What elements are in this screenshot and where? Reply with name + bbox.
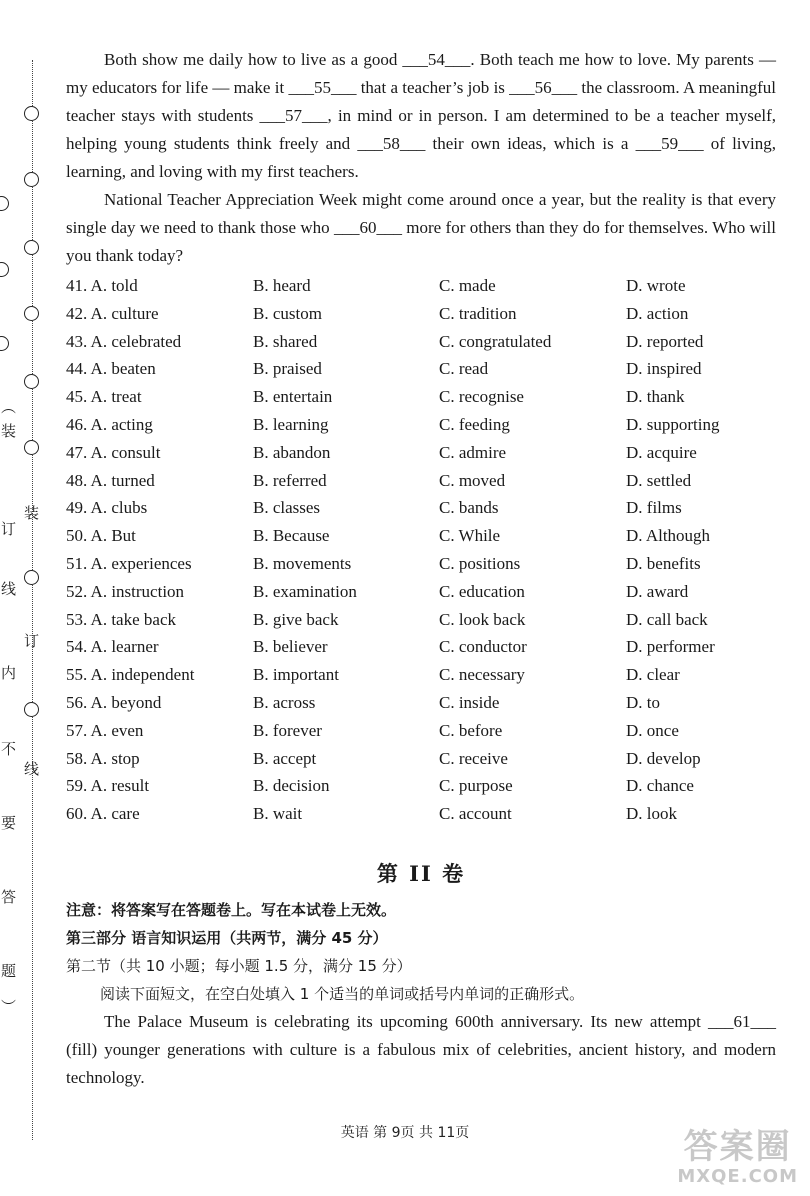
option-row <box>66 717 776 745</box>
margin-char: 不 <box>1 740 17 758</box>
option-c: C. positions <box>439 553 521 573</box>
option-row <box>66 745 776 773</box>
option-a: 53. A. take back <box>66 609 176 629</box>
margin-paren-open: ︵ <box>1 398 17 416</box>
option-d: D. call back <box>626 609 708 629</box>
margin-char: 内 <box>1 664 17 682</box>
option-row <box>66 328 776 356</box>
option-row <box>66 494 776 522</box>
option-row <box>66 439 776 467</box>
binding-hole-circle <box>24 172 39 187</box>
binding-hole-circle <box>24 106 39 121</box>
option-c: C. account <box>439 804 512 824</box>
instruction-text: 阅读下面短文，在空白处填入 1 个适当的单词或括号内单词的正确形式。 <box>100 984 585 1003</box>
option-b: B. movements <box>253 553 352 573</box>
option-c: C. made <box>439 276 496 295</box>
option-b: B. give back <box>253 609 339 629</box>
option-a: 48. A. turned <box>66 470 155 490</box>
option-b: B. heard <box>253 276 311 295</box>
margin-char: 订 <box>1 520 17 538</box>
option-b: B. learning <box>253 414 329 434</box>
option-c: C. read <box>439 359 489 379</box>
binding-margin <box>0 0 48 1196</box>
margin-paren-close: ︶ <box>1 998 17 1016</box>
section-title: 第 II 卷 <box>376 860 466 886</box>
margin-char: 线 <box>1 580 17 598</box>
option-b: B. wait <box>253 804 303 824</box>
margin-char: 答 <box>1 888 17 906</box>
option-d: D. develop <box>626 748 701 768</box>
option-c: C. recognise <box>439 387 524 407</box>
option-c: C. moved <box>439 470 506 490</box>
option-c: C. before <box>439 720 503 740</box>
option-d: D. Although <box>626 526 711 546</box>
option-d: D. thank <box>626 387 685 407</box>
binding-hole-circle <box>24 374 39 389</box>
option-c: C. congratulated <box>439 331 552 351</box>
option-a: 47. A. consult <box>66 442 161 462</box>
watermark-line1: 答案圈 <box>683 1127 792 1167</box>
option-b: B. believer <box>253 637 328 657</box>
margin-char: 订 <box>24 632 40 650</box>
option-a: 42. A. culture <box>66 303 159 323</box>
option-c: C. admire <box>439 442 507 462</box>
option-d: D. clear <box>626 665 680 685</box>
option-c: C. receive <box>439 748 508 768</box>
page-footer: 英语 第 9页 共 11页 <box>340 1125 470 1141</box>
watermark-line2: MXQE.COM <box>677 1166 798 1187</box>
binding-hole-circle <box>24 570 39 585</box>
option-d: D. award <box>626 581 689 601</box>
option-d: D. look <box>626 804 677 824</box>
binding-hole-circle <box>0 196 9 211</box>
option-a: 60. A. care <box>66 804 140 824</box>
margin-char: 线 <box>24 760 40 778</box>
option-b: B. examination <box>253 581 357 601</box>
option-b: B. entertain <box>253 387 333 407</box>
margin-char: 装 <box>1 422 17 440</box>
option-c: C. look back <box>439 609 526 629</box>
option-b: B. important <box>253 665 339 685</box>
note-text: 注意：将答案写在答题卷上。写在本试卷上无效。 <box>66 900 397 919</box>
option-b: B. forever <box>253 720 322 740</box>
passage-paragraph: Both show me daily how to live as a good ___54___. Both teach me how to love. My parents — my educators for life — make it ___55___ that a teacher’s job is ___56___ the classroom. A meaningful teacher stays with students ___57___, in mind or in person. I am determined to be a teacher myself, helping young students think freely and ___58___ their own ideas, which is a ___59___ of living, learning, and loving with my first teachers. <box>66 50 776 181</box>
binding-dotted-line <box>32 60 33 1140</box>
option-c: C. conductor <box>439 637 527 657</box>
option-row <box>66 550 776 578</box>
option-d: D. acquire <box>626 442 697 462</box>
option-b: B. custom <box>253 303 322 323</box>
option-b: B. abandon <box>253 442 331 462</box>
option-d: D. wrote <box>626 276 686 295</box>
option-d: D. settled <box>626 470 692 490</box>
option-c: C. While <box>439 526 501 546</box>
option-a: 43. A. celebrated <box>66 331 182 351</box>
watermark-logo <box>677 1128 798 1187</box>
option-a: 49. A. clubs <box>66 498 148 518</box>
margin-char: 要 <box>1 814 17 832</box>
binding-hole-circle <box>24 702 39 717</box>
passage-paragraph: National Teacher Appreciation Week might come around once a year, but the reality is that every single day we need to thank those who ___60___ more for others than they do for themselves. Who will you thank today? <box>66 190 776 265</box>
option-b: B. Because <box>253 526 330 546</box>
option-c: C. education <box>439 581 525 601</box>
option-d: D. performer <box>626 637 715 657</box>
binding-hole-circle <box>0 262 9 277</box>
option-row <box>66 633 776 661</box>
binding-hole-circle <box>0 336 9 351</box>
option-row <box>66 578 776 606</box>
passage-paragraph: The Palace Museum is celebrating its upcoming 600th anniversary. Its new attempt ___61___ (fill) younger generations with culture is a fabulous mix of celebrities, ancient history, and modern technology. <box>66 1011 776 1087</box>
option-d: D. benefits <box>626 553 701 573</box>
option-row <box>66 411 776 439</box>
option-row <box>66 272 776 300</box>
option-d: D. action <box>626 303 689 323</box>
option-a: 41. A. told <box>66 276 138 295</box>
part-heading: 第三部分 语言知识运用（共两节，满分 45 分） <box>66 928 388 947</box>
option-a: 58. A. stop <box>66 748 140 768</box>
option-row <box>66 661 776 689</box>
option-b: B. across <box>253 692 316 712</box>
binding-hole-circle <box>24 240 39 255</box>
option-row <box>66 772 776 800</box>
option-b: B. referred <box>253 470 327 490</box>
option-row <box>66 800 776 828</box>
option-a: 54. A. learner <box>66 637 159 657</box>
option-d: D. chance <box>626 776 694 796</box>
option-c: C. tradition <box>439 303 517 323</box>
margin-char: 装 <box>24 504 40 522</box>
option-row <box>66 355 776 383</box>
option-a: 59. A. result <box>66 776 150 796</box>
option-row <box>66 383 776 411</box>
option-row <box>66 467 776 495</box>
option-a: 51. A. experiences <box>66 553 192 573</box>
option-b: B. decision <box>253 776 330 796</box>
option-row <box>66 300 776 328</box>
option-c: C. feeding <box>439 414 510 434</box>
option-row <box>66 522 776 550</box>
option-c: C. necessary <box>439 665 525 685</box>
option-d: D. inspired <box>626 359 702 379</box>
option-a: 56. A. beyond <box>66 692 162 712</box>
option-row <box>66 606 776 634</box>
option-a: 45. A. treat <box>66 387 142 407</box>
option-d: D. to <box>626 692 660 712</box>
option-d: D. reported <box>626 331 704 351</box>
option-a: 57. A. even <box>66 720 144 740</box>
option-c: C. purpose <box>439 776 513 796</box>
option-a: 44. A. beaten <box>66 359 156 379</box>
binding-hole-circle <box>24 440 39 455</box>
option-b: B. praised <box>253 359 322 379</box>
option-d: D. once <box>626 720 679 740</box>
subsection-heading: 第二节（共 10 小题；每小题 1.5 分，满分 15 分） <box>66 956 412 975</box>
options-list <box>66 272 776 828</box>
option-a: 55. A. independent <box>66 665 195 685</box>
option-a: 52. A. instruction <box>66 581 185 601</box>
option-d: D. films <box>626 498 682 518</box>
page-content <box>66 46 776 1092</box>
option-b: B. shared <box>253 331 318 351</box>
option-b: B. accept <box>253 748 317 768</box>
option-a: 50. A. But <box>66 526 136 546</box>
margin-char: 题 <box>1 962 17 980</box>
option-c: C. inside <box>439 692 500 712</box>
option-d: D. supporting <box>626 414 720 434</box>
option-b: B. classes <box>253 498 321 518</box>
option-row <box>66 689 776 717</box>
option-a: 46. A. acting <box>66 414 153 434</box>
binding-hole-circle <box>24 306 39 321</box>
option-c: C. bands <box>439 498 499 518</box>
